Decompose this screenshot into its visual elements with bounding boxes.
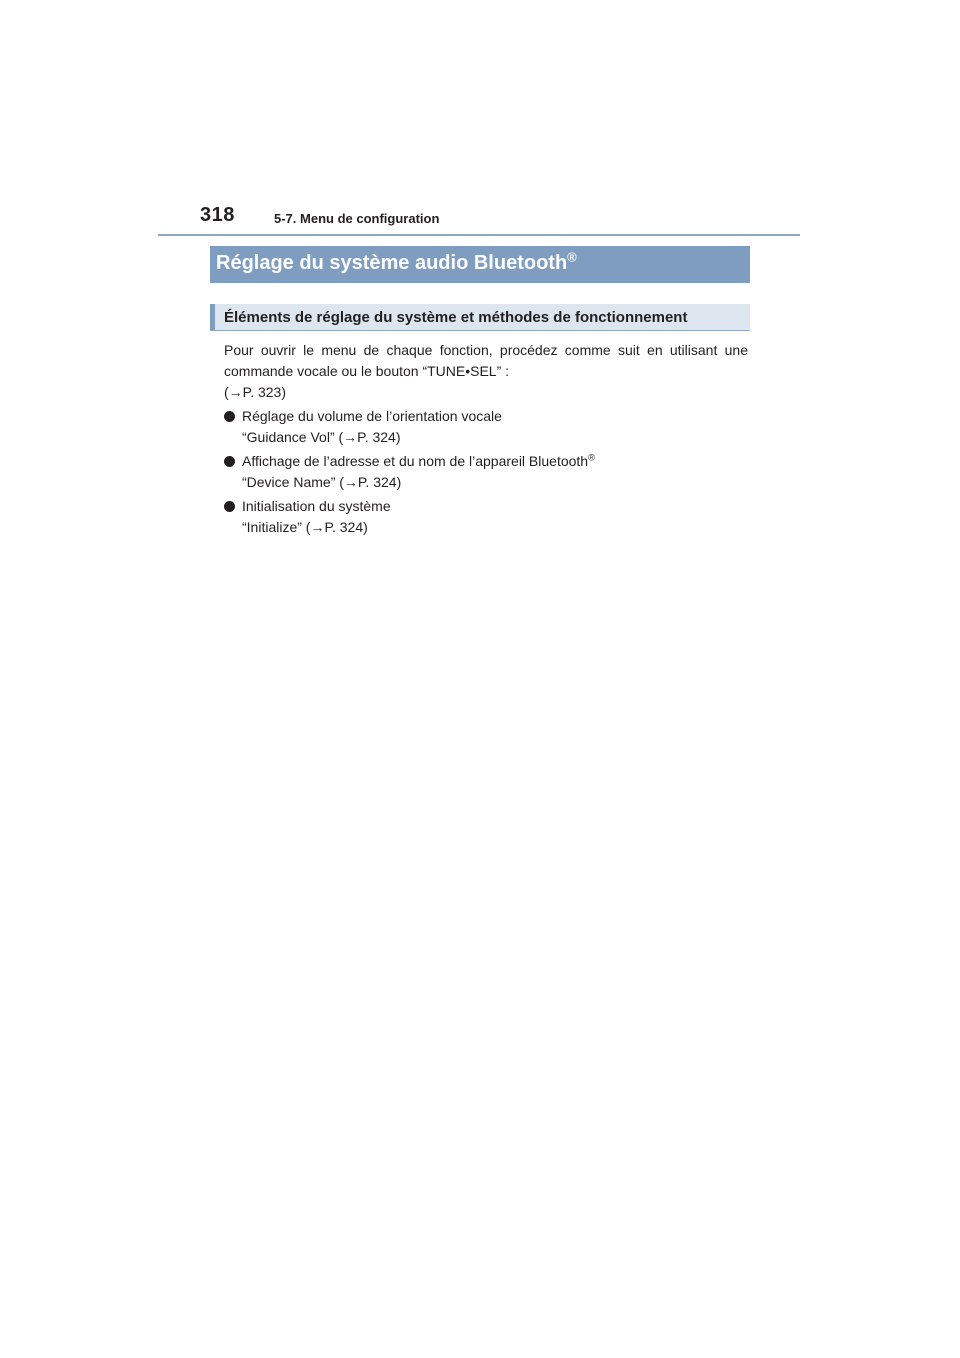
section-banner	[210, 246, 750, 283]
list-item-label: Initialisation du système	[242, 498, 391, 514]
chapter-title: 5-7. Menu de configuration	[274, 211, 440, 226]
intro-text: Pour ouvrir le menu de chaque fonction, procédez comme suit en utilisant une commande vocale ou le bouton “TUNE•SEL” :	[224, 342, 748, 379]
intro-paragraph	[224, 340, 748, 403]
section-title-text: Réglage du système audio Bluetooth	[216, 252, 568, 274]
subsection-title: Éléments de réglage du système et méthodes de fonctionnement	[224, 309, 688, 326]
list-item-reference: “Guidance Vol” (→P. 324)	[242, 429, 401, 445]
list-item-text	[242, 496, 748, 517]
list-item	[224, 406, 748, 448]
list-item-label: Affichage de l’adresse et du nom de l’appareil Bluetooth	[242, 453, 589, 469]
section-title	[216, 249, 577, 275]
bullet-icon	[224, 456, 235, 467]
bullet-icon	[224, 411, 235, 422]
intro-page-reference: (→P. 323)	[224, 384, 286, 400]
list-item	[224, 496, 748, 538]
registered-mark: ®	[567, 249, 577, 265]
registered-mark: ®	[588, 452, 595, 463]
page-number: 318	[200, 204, 235, 226]
subsection-bar	[210, 304, 750, 331]
list-item-label: Réglage du volume de l’orientation vocale	[242, 408, 502, 424]
settings-list	[224, 406, 748, 541]
list-item	[224, 451, 748, 493]
list-item-reference: “Device Name” (→P. 324)	[242, 474, 402, 490]
list-item-reference: “Initialize” (→P. 324)	[242, 519, 368, 535]
bullet-icon	[224, 501, 235, 512]
page-header	[158, 200, 800, 236]
list-item-text	[242, 451, 748, 472]
list-item-text	[242, 406, 748, 427]
